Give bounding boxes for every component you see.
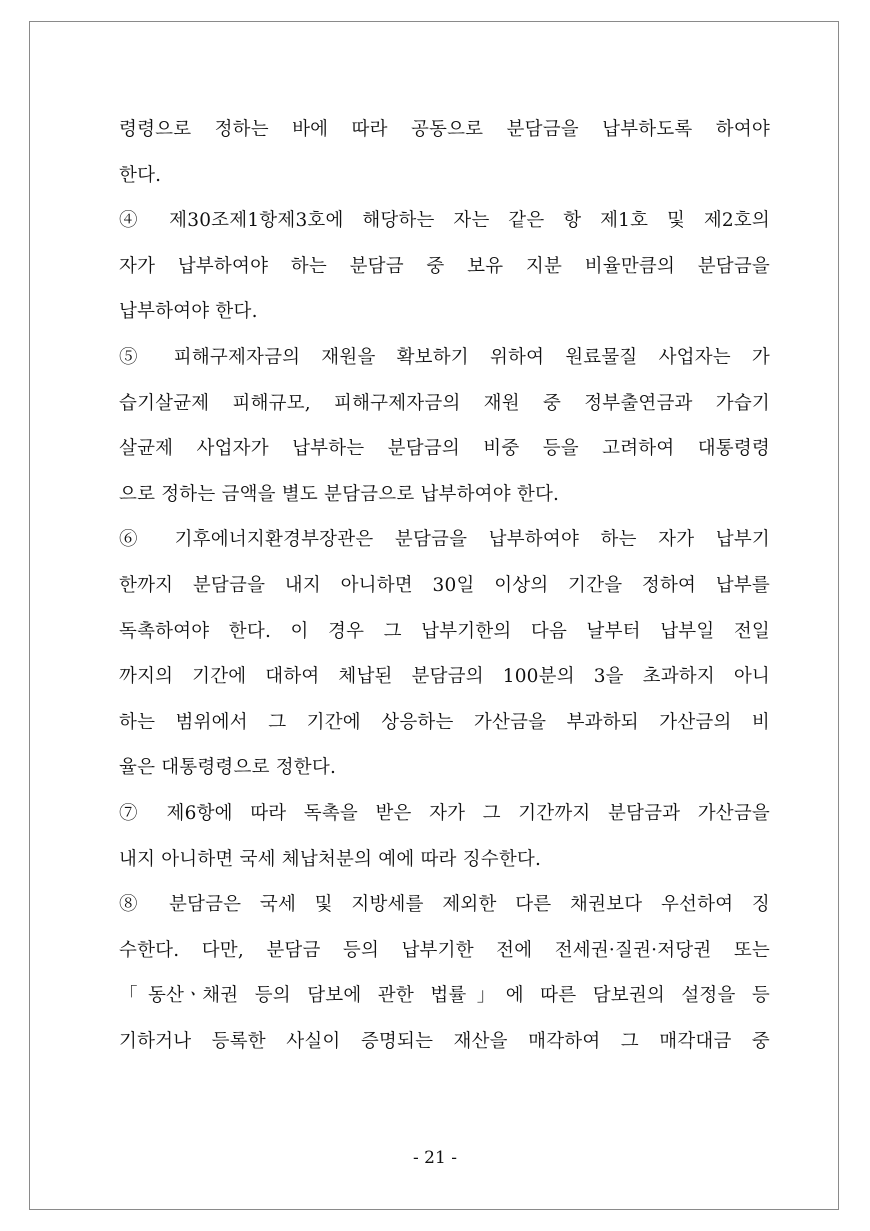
document-body	[119, 107, 770, 1064]
text-line: 수한다. 다만, 분담금 등의 납부기한 전에 전세권·질권·저당권 또는	[119, 939, 770, 961]
text-line: 율은 대통령령으로 정한다.	[119, 757, 337, 779]
text-line: ⑥ 기후에너지환경부장관은 분담금을 납부하여야 하는 자가 납부기	[119, 529, 770, 551]
text-line: 「동산ㆍ채권 등의 담보에 관한 법률」에 따른 담보권의 설정을 등	[119, 985, 770, 1007]
text-line: 내지 아니하면 국세 체납처분의 예에 따라 징수한다.	[119, 848, 542, 870]
text-line: ⑦ 제6항에 따라 독촉을 받은 자가 그 기간까지 분담금과 가산금을	[119, 802, 770, 824]
text-line: 한다.	[119, 164, 162, 186]
text-line: 습기살균제 피해규모, 피해구제자금의 재원 중 정부출연금과 가습기	[119, 392, 770, 414]
text-line: 하는 범위에서 그 기간에 상응하는 가산금을 부과하되 가산금의 비	[119, 711, 770, 733]
page-number: - 21 -	[413, 1148, 457, 1168]
text-line: ⑧ 분담금은 국세 및 지방세를 제외한 다른 채권보다 우선하여 징	[119, 894, 770, 916]
text-line: 자가 납부하여야 하는 분담금 중 보유 지분 비율만큼의 분담금을	[119, 255, 770, 277]
text-line: 납부하여야 한다.	[119, 301, 258, 323]
text-line: 으로 정하는 금액을 별도 분담금으로 납부하여야 한다.	[119, 483, 560, 505]
text-line: 한까지 분담금을 내지 아니하면 30일 이상의 기간을 정하여 납부를	[119, 574, 770, 596]
text-line: 기하거나 등록한 사실이 증명되는 재산을 매각하여 그 매각대금 중	[119, 1030, 770, 1052]
text-line: 까지의 기간에 대하여 체납된 분담금의 100분의 3을 초과하지 아니	[119, 666, 770, 688]
text-line: 령령으로 정하는 바에 따라 공동으로 분담금을 납부하도록 하여야	[119, 119, 770, 140]
text-line: 살균제 사업자가 납부하는 분담금의 비중 등을 고려하여 대통령령	[119, 438, 770, 460]
text-line: ⑤ 피해구제자금의 재원을 확보하기 위하여 원료물질 사업자는 가	[119, 346, 770, 368]
text-line: 독촉하여야 한다. 이 경우 그 납부기한의 다음 날부터 납부일 전일	[119, 620, 770, 642]
text-line: ④ 제30조제1항제3호에 해당하는 자는 같은 항 제1호 및 제2호의	[119, 210, 770, 232]
